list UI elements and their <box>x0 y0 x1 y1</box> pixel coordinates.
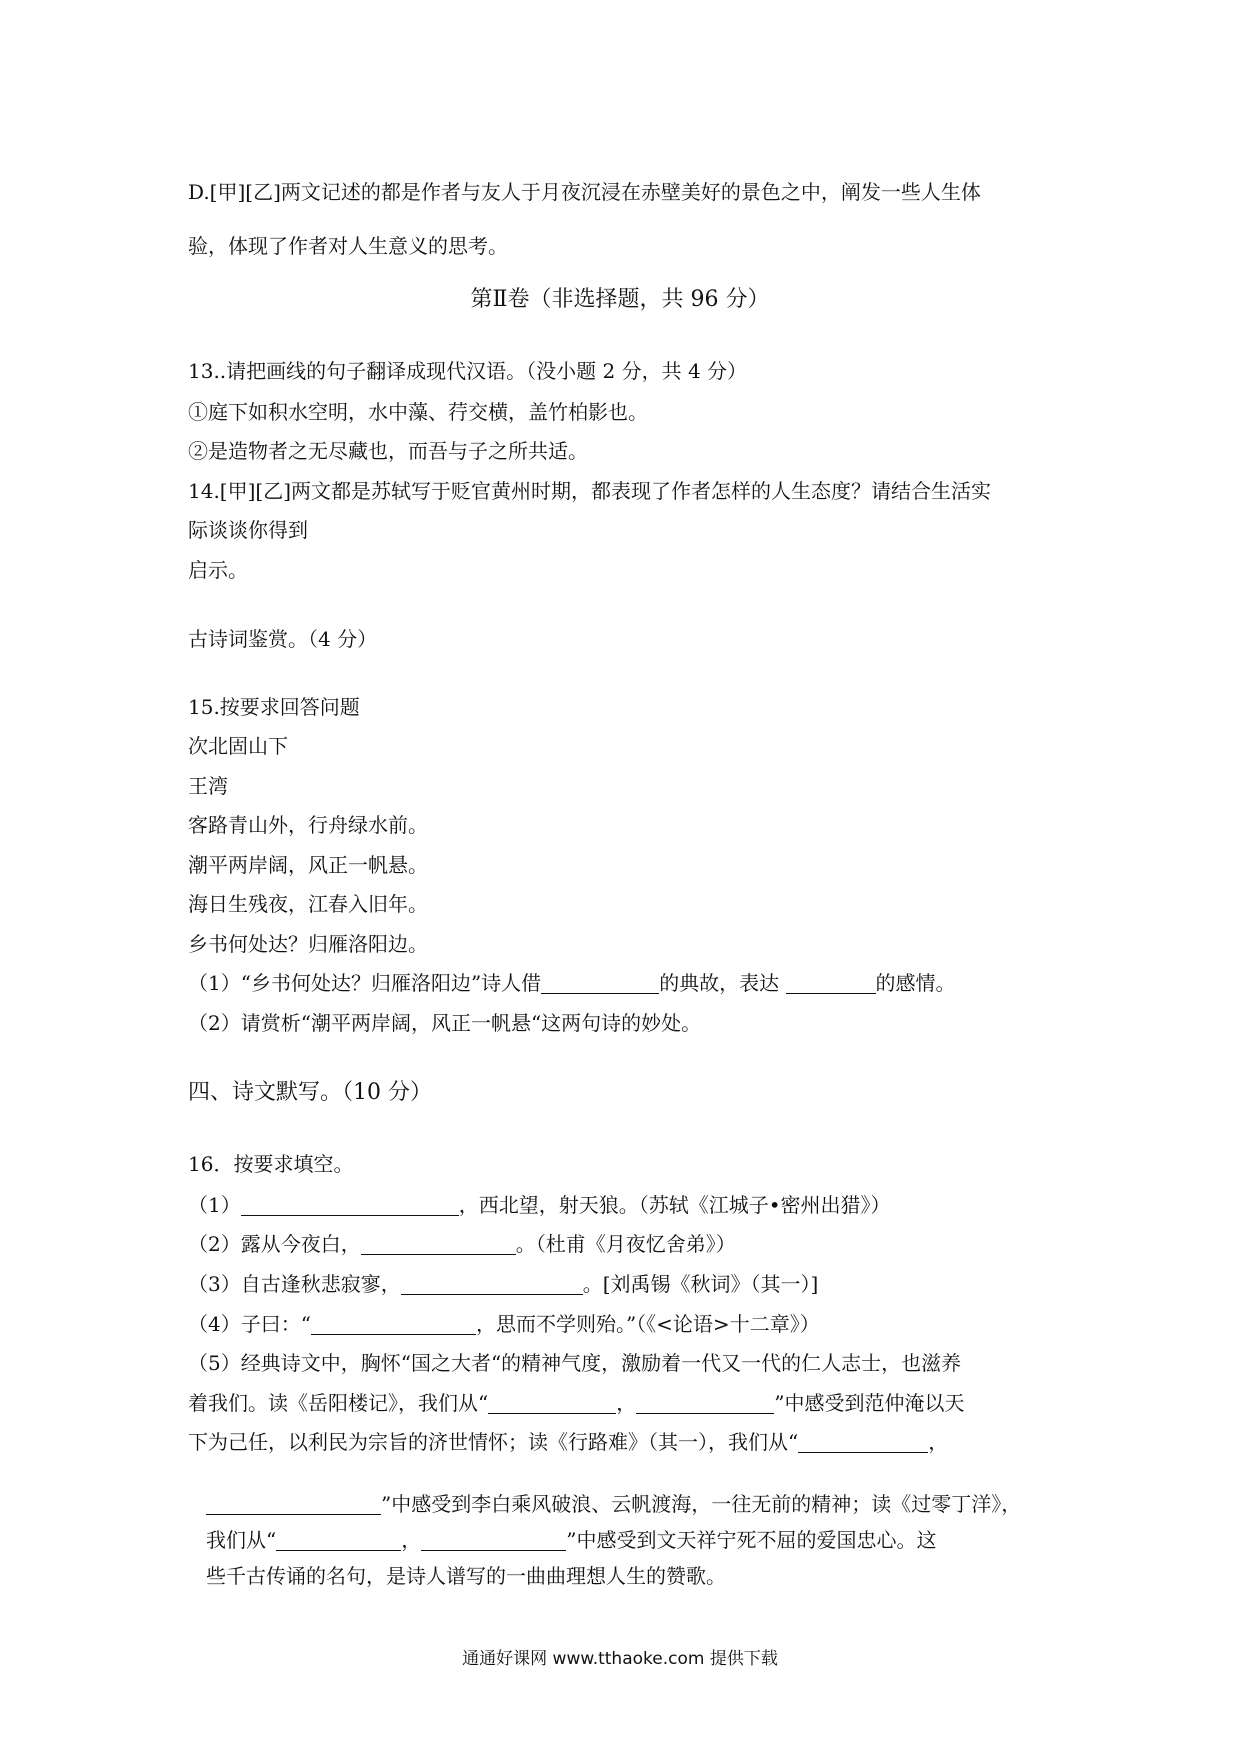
option-d-line1: D.[甲][乙]两文记述的都是作者与友人于月夜沉浸在赤壁美好的景色之中，阐发一些人生体 <box>188 180 981 204</box>
answer-blank[interactable] <box>311 1312 476 1335</box>
answer-blank[interactable] <box>636 1391 774 1414</box>
answer-blank[interactable] <box>206 1492 381 1515</box>
answer-blank[interactable] <box>401 1272 583 1295</box>
q16-item1 <box>188 1191 1070 1219</box>
q16-item3 <box>188 1270 1070 1298</box>
q16-item5-line3 <box>188 1428 1070 1456</box>
q13-title: 13..请把画线的句子翻译成现代汉语。（没小题 2 分，共 4 分） <box>188 359 748 383</box>
q16-item-text: 着我们。读《岳阳楼记》，我们从“ <box>188 1391 489 1415</box>
q14-line3: 启示。 <box>188 558 248 582</box>
answer-blank[interactable] <box>421 1528 566 1551</box>
poem-line: 客路青山外，行舟绿水前。 <box>188 813 428 837</box>
q15-sub1-text: 的感情。 <box>875 971 956 995</box>
poem-line: 潮平两岸阔，风正一帆悬。 <box>188 853 428 877</box>
q16-item-text: ”中感受到范仲淹以天 <box>774 1391 965 1415</box>
q16-item-text: （1） <box>188 1193 241 1217</box>
answer-blank[interactable] <box>361 1232 516 1255</box>
answer-blank[interactable] <box>488 1391 616 1414</box>
q16-item-text: ”中感受到文天祥宁死不屈的爱国忠心。这 <box>566 1528 937 1552</box>
q16-item-text: 我们从“ <box>206 1528 277 1552</box>
page-footer: 通通好课网 www.tthaoke.com 提供下载 <box>462 1649 778 1669</box>
q13-sentence1: ①庭下如积水空明，水中藻、荇交横，盖竹柏影也。 <box>188 400 648 424</box>
q16-item-text: （4）子曰：“ <box>188 1312 311 1336</box>
q16-item-text: （2）露从今夜白， <box>188 1232 361 1256</box>
q14-line2: 际谈谈你得到 <box>188 518 308 542</box>
section4-title: 四、诗文默写。（10 分） <box>188 1080 432 1105</box>
q14-line1: 14.[甲][乙]两文都是苏轼写于贬官黄州时期，都表现了作者怎样的人生态度？请结合生活实 <box>188 479 992 503</box>
q15-sub1 <box>188 969 1070 997</box>
poem-line: 乡书何处达？归雁洛阳边。 <box>188 932 428 956</box>
poem-title: 次北固山下 <box>188 734 288 758</box>
q15-sub1-text: （1）“乡书何处达？归雁洛阳边”诗人借 <box>188 971 542 995</box>
q16-item-text: 。（杜甫《月夜忆舍弟》） <box>515 1232 736 1256</box>
answer-blank[interactable] <box>786 971 876 994</box>
q16-item2 <box>188 1230 1070 1258</box>
answer-blank[interactable] <box>798 1430 928 1453</box>
q16-item4 <box>188 1310 1070 1338</box>
q16-item5-line1: （5）经典诗文中，胸怀“国之大者“的精神气度，激励着一代又一代的仁人志士，也滋养 <box>188 1351 962 1375</box>
q16-item5-line6: 些千古传诵的名句，是诗人谱写的一曲曲理想人生的赞歌。 <box>206 1564 726 1588</box>
answer-blank[interactable] <box>541 971 659 994</box>
poem-author: 王湾 <box>188 774 228 798</box>
option-d-line2: 验，体现了作者对人生意义的思考。 <box>188 234 508 258</box>
q16-item-text: ，思而不学则殆。”（《<论语>十二章》） <box>475 1312 820 1336</box>
q16-item-text: 下为己任，以利民为宗旨的济世情怀；读《行路难》（其一），我们从“ <box>188 1430 799 1454</box>
q16-item-text: ，西北望，射天狼。（苏轼《江城子•密州出猎》） <box>458 1193 891 1217</box>
q15-sub2: （2）请赏析“潮平两岸阔，风正一帆悬“这两句诗的妙处。 <box>188 1011 702 1035</box>
answer-blank[interactable] <box>241 1193 459 1216</box>
q16-item-text: （3）自古逢秋悲寂寥， <box>188 1272 401 1296</box>
poem-line: 海日生残夜，江春入旧年。 <box>188 892 428 916</box>
q16-item5-line4 <box>206 1490 1070 1518</box>
q13-sentence2: ②是造物者之无尽藏也，而吾与子之所共适。 <box>188 439 588 463</box>
q16-item-text: ， <box>928 1430 949 1454</box>
q15-sub1-text: 的典故，表达 <box>659 971 780 995</box>
answer-blank[interactable] <box>276 1528 401 1551</box>
q16-item5-line2 <box>188 1389 1070 1417</box>
q16-item-text: 。[刘禹锡《秋词》（其一）] <box>582 1272 819 1296</box>
section2-title: 第Ⅱ卷（非选择题，共 96 分） <box>470 287 770 312</box>
q16-title: 16．按要求填空。 <box>188 1152 354 1176</box>
q15-title: 15.按要求回答问题 <box>188 695 360 719</box>
q16-item-text: ， <box>401 1528 422 1552</box>
q16-item-text: ”中感受到李白乘风破浪、云帆渡海，一往无前的精神；读《过零丁洋》， <box>381 1492 1022 1516</box>
q16-item-text: ， <box>616 1391 637 1415</box>
poem-section-title: 古诗词鉴赏。（4 分） <box>188 627 378 651</box>
q16-item5-line5 <box>206 1526 1070 1554</box>
